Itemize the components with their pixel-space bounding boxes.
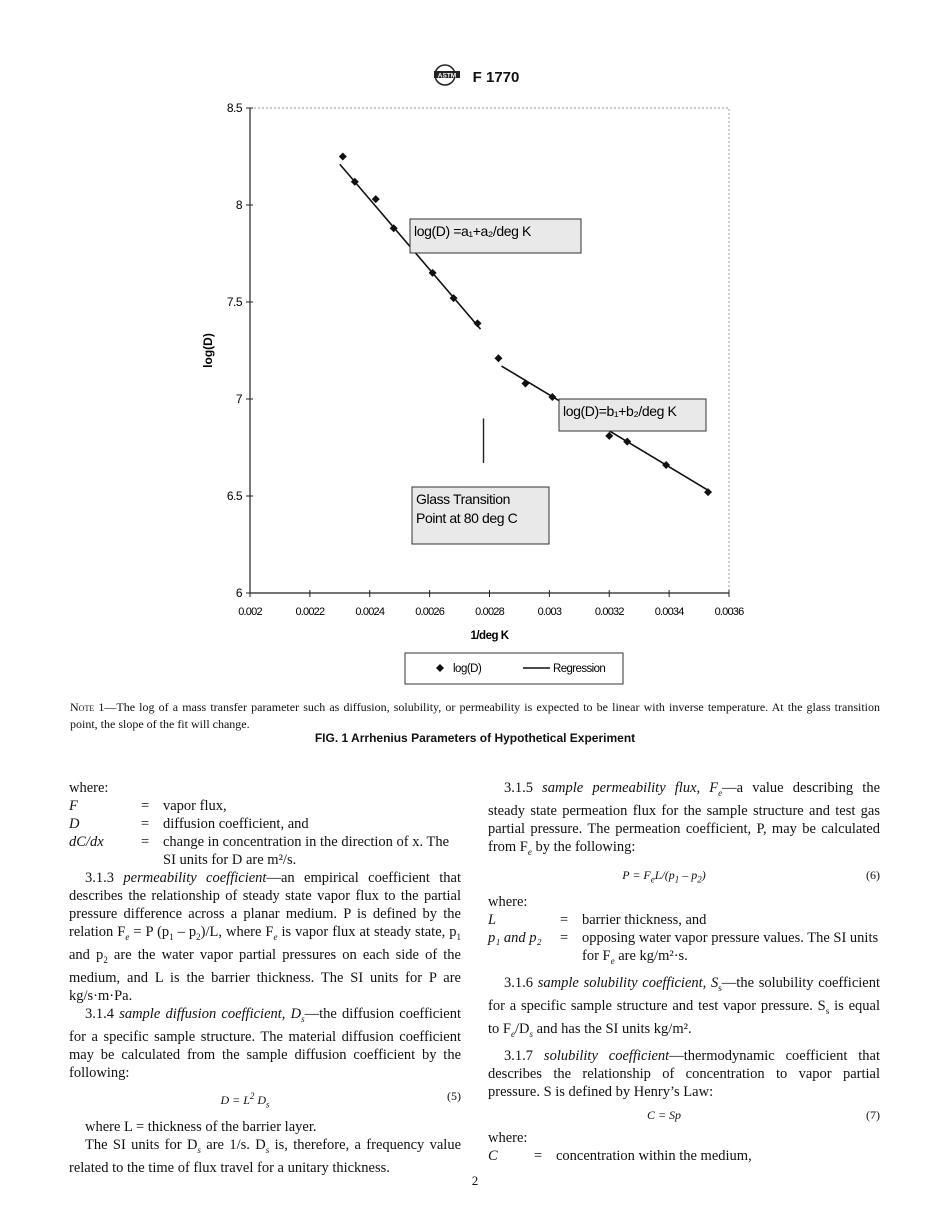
document-designation: F 1770 — [472, 69, 520, 86]
data-point — [474, 319, 482, 327]
x-tick-label: 0.002 — [238, 606, 262, 618]
y-tick-label: 8 — [235, 198, 242, 212]
data-point — [339, 153, 347, 161]
para-3-1-3: 3.1.3 permeability coefficient—an empirical coefficient that describes the relationship of steady state vapor flux to the partial pressure difference across a planar medium. P is defined by the relation $F_e = P$ $(p_1 - p_2)/L$, where $F_e$ is vapor flux at steady state, $p_1$ and $p_2$ are the water vapor partial pressures on each side of the medium, and L is the barrier thickness. The SI units for P are kg/s·m·Pa. — [69, 870, 462, 1004]
y-tick-label: 6.5 — [226, 489, 242, 503]
para-si-units: The SI units for $D_s$ are 1/s. $D_s$ is, therefore, a frequency value related to the time of flux travel for a unitary thickness. — [69, 1137, 462, 1176]
annotation-b-text: log(D)=b₁+b₂/deg K — [563, 403, 677, 419]
data-point — [662, 461, 670, 469]
definition-C: C = concentration within the medium, — [488, 1147, 752, 1164]
x-tick-label: 0.0028 — [475, 606, 504, 618]
definition-p1-p2: p₁ and p₂ = opposing water vapor pressure values. The SI units for $F_e$ are kg/m²·s. — [488, 930, 879, 967]
page-header — [0, 64, 950, 91]
para-3-1-4: 3.1.4 sample diffusion coefficient, $D_s—the$ diffusion coefficient for a specific sample structure. The material diffusion coefficient may be calculated from the sample diffusion coefficient by the following: — [69, 1005, 461, 1081]
x-tick-label: 0.0024 — [355, 606, 385, 618]
para-after-eq5: where L = thickness of the barrier layer. — [85, 1119, 317, 1136]
y-tick-label: 7 — [235, 392, 242, 406]
astm-logo — [431, 64, 463, 91]
figure-note — [70, 699, 880, 733]
y-axis-label: log(D) — [201, 333, 215, 368]
para-3-1-6: 3.1.6 sample solubility coefficient, $S_s—the$ solubility coefficient for a specific sample structure and test vapor pressure. $S_s$ is equal to $F_e/D_s$ and has the SI units kg/m². — [488, 975, 881, 1039]
x-axis-label: 1/deg K — [470, 630, 509, 642]
x-tick-label: 0.0034 — [654, 606, 684, 618]
where-label: where: — [69, 780, 109, 796]
legend-label-regression: Regression — [553, 663, 606, 675]
x-tick-label: 0.0022 — [295, 606, 325, 618]
note-label: Note 1 — [70, 700, 105, 714]
left-column — [69, 779, 461, 1177]
definition-F: F = vapor flux, — [69, 798, 227, 814]
para-3-1-5: 3.1.5 sample permeability flux, $F_e—a$ value describing the steady state permeation flux for the sample structure and test gas partial pressure. The permeation coefficient, P, may be calculated from $F_e$ by the following: — [488, 780, 880, 857]
x-tick-label: 0.0026 — [415, 606, 445, 618]
y-tick-label: 8.5 — [226, 101, 242, 115]
legend-label-logd: log(D) — [453, 663, 482, 675]
annotation-glass-text: Point at 80 deg C — [416, 510, 518, 526]
logo-text: ASTM — [437, 72, 456, 80]
page-number: 2 — [471, 1173, 479, 1188]
y-tick-label: 7.5 — [226, 295, 242, 309]
definition-D: D = diffusion coefficient, and — [69, 816, 309, 832]
where-label-2: where: — [488, 894, 528, 911]
para-3-1-7: 3.1.7 solubility coefficient—thermodynamic coefficient that describes the relationship of concentration to vapor partial pressure. S is defined by Henry’s Law: — [488, 1047, 881, 1100]
data-point — [494, 354, 502, 362]
annotation-glass-text: Glass Transition — [416, 491, 510, 507]
figure-caption: FIG. 1 Arrhenius Parameters of Hypothetical Experiment — [314, 731, 636, 745]
definition-dCdx: dC/dx = change in concentration in the direction of x. The SI units for D are m²/s. — [69, 834, 450, 868]
annotation-a-text: log(D) =a₁+a₂/deg K — [414, 223, 531, 239]
definition-L: L = barrier thickness, and — [488, 912, 707, 929]
data-point — [521, 379, 529, 387]
note-text: —The log of a mass transfer parameter such as diffusion, solubility, or permeability is expected to be linear with inverse temperature. At the glass transition point, the slope of the fit will change. — [70, 700, 880, 731]
right-column — [488, 779, 880, 1165]
where-label-3: where: — [488, 1129, 528, 1146]
equation-5: $D = L^2$ $D_s$ (5) — [220, 1088, 461, 1110]
x-tick-label: 0.003 — [537, 606, 562, 618]
data-point — [623, 438, 631, 446]
x-tick-label: 0.0032 — [594, 606, 624, 618]
equation-7: C = Sp (7) — [646, 1107, 880, 1122]
x-tick-label: 0.0036 — [714, 606, 744, 618]
arrhenius-chart — [190, 95, 760, 695]
equation-6: $P = F_eL/(p_1 - p_2)$ (6) — [622, 867, 880, 885]
y-tick-label: 6 — [235, 586, 242, 600]
